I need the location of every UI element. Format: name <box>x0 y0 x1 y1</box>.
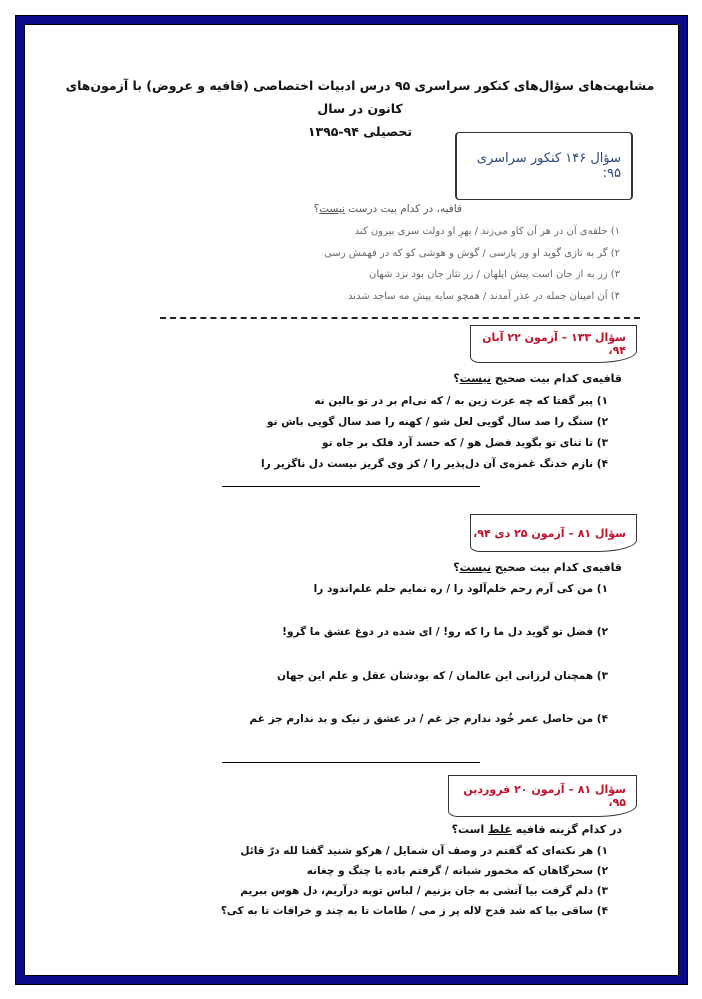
question-text: قافیه‌ی کدام بیت صحیح نیست؟ <box>453 372 622 385</box>
section-divider <box>222 762 480 763</box>
document-subtitle: تحصیلی ۹۴-۱۳۹۵ <box>307 124 413 139</box>
section-label: سؤال ۸۱ – آزمون ۲۵ دی ۹۴، <box>473 526 626 540</box>
question-text: قافیه‌ی کدام بیت صحیح نیست؟ <box>453 561 622 574</box>
option-1: ۱) پیر گفتا که چه عزت زین به / که نی‌ام بر در تو بالین نه <box>314 395 608 407</box>
question-text: در کدام گزینه قافیه غلط است؟ <box>451 823 622 836</box>
option-2: ۲) فضل تو گوید دل ما را که رو! / ای شده در دوغ عشق ما گرو! <box>282 626 608 638</box>
section-label: سؤال ۸۱ – آزمون ۲۰ فروردین ۹۵، <box>463 783 626 809</box>
section-label: سؤال ۱۳۳ – آزمون ۲۲ آبان ۹۴، <box>482 331 626 357</box>
section-label-box <box>448 775 637 817</box>
option-3: ۳) تا ثنای تو بگوید فضل هو / که حسد آرد فلک بر جاه تو <box>322 437 608 449</box>
option-3: ۳) دلم گرفت بیا آتشی به جان بزنیم / لباس توبه درآریم، دل هوس ببریم <box>240 885 608 897</box>
option-1: ۱) من کی آرم رحم خلم‌آلود را / ره نمایم حلم علم‌اندود را <box>313 583 608 595</box>
option-1: ۱) هر نکته‌ای که گفتم در وصف آن شمایل / هرکو شنید گفتا لله درّ قائل <box>240 845 608 857</box>
section-divider <box>222 486 480 487</box>
option-4: ۴) ساقی بیا که شد قدح لاله پر ز می / طامات تا به چند و خرافات تا به کی؟ <box>220 905 608 917</box>
section-divider <box>160 317 640 319</box>
document-title: مشابهت‌های سؤال‌های کنکور سراسری ۹۵ درس ادبیات اختصاصی (قافیه و عروض) با آزمون‌های کانون در سال <box>65 78 655 116</box>
option-2: ۲) سنگ را صد سال گویی لعل شو / کهنه را صد سال گویی باش نو <box>267 416 608 428</box>
section-label-box <box>455 132 633 200</box>
option-3: ۳) زر به از جان است پیش ابلهان / زر نثار جان بود نزد شهان <box>369 269 620 280</box>
option-1: ۱) حلقه‌ی آن در هر آن کاو می‌زند / بهرِ او دولت سری بیرون کند <box>354 226 620 237</box>
option-4: ۴) من حاصل عمر خُود ندارم جز غم / در عشق ز نیک و بد ندارم جز غم <box>249 713 608 725</box>
section-label-box <box>470 325 637 363</box>
section-label-box <box>470 514 637 552</box>
option-3: ۳) همچنان لرزانی این عالمان / که بودشان عقل و علم این جهان <box>276 670 608 682</box>
option-4: ۴) نازم خدنگ غمزه‌ی آن دل‌پذیر را / کز وی گریز نیست دل ناگزیر را <box>260 458 608 470</box>
option-4: ۴) آن امینان جمله در عذر آمدند / همچو سایه پیش مه ساجد شدند <box>347 291 620 302</box>
question-text: قافیه، در کدام بیت درست نیست؟ <box>313 203 462 215</box>
section-label: سؤال ۱۴۶ کنکور سراسری ۹۵: <box>476 151 621 181</box>
option-2: ۲) سحرگاهان که مخمور شبانه / گرفتم باده با چنگ و چغانه <box>306 865 608 877</box>
option-2: ۲) گر به تازی گوید او ور پارسی / گوش و هوشی کو که در فهمش رسی <box>324 248 620 259</box>
